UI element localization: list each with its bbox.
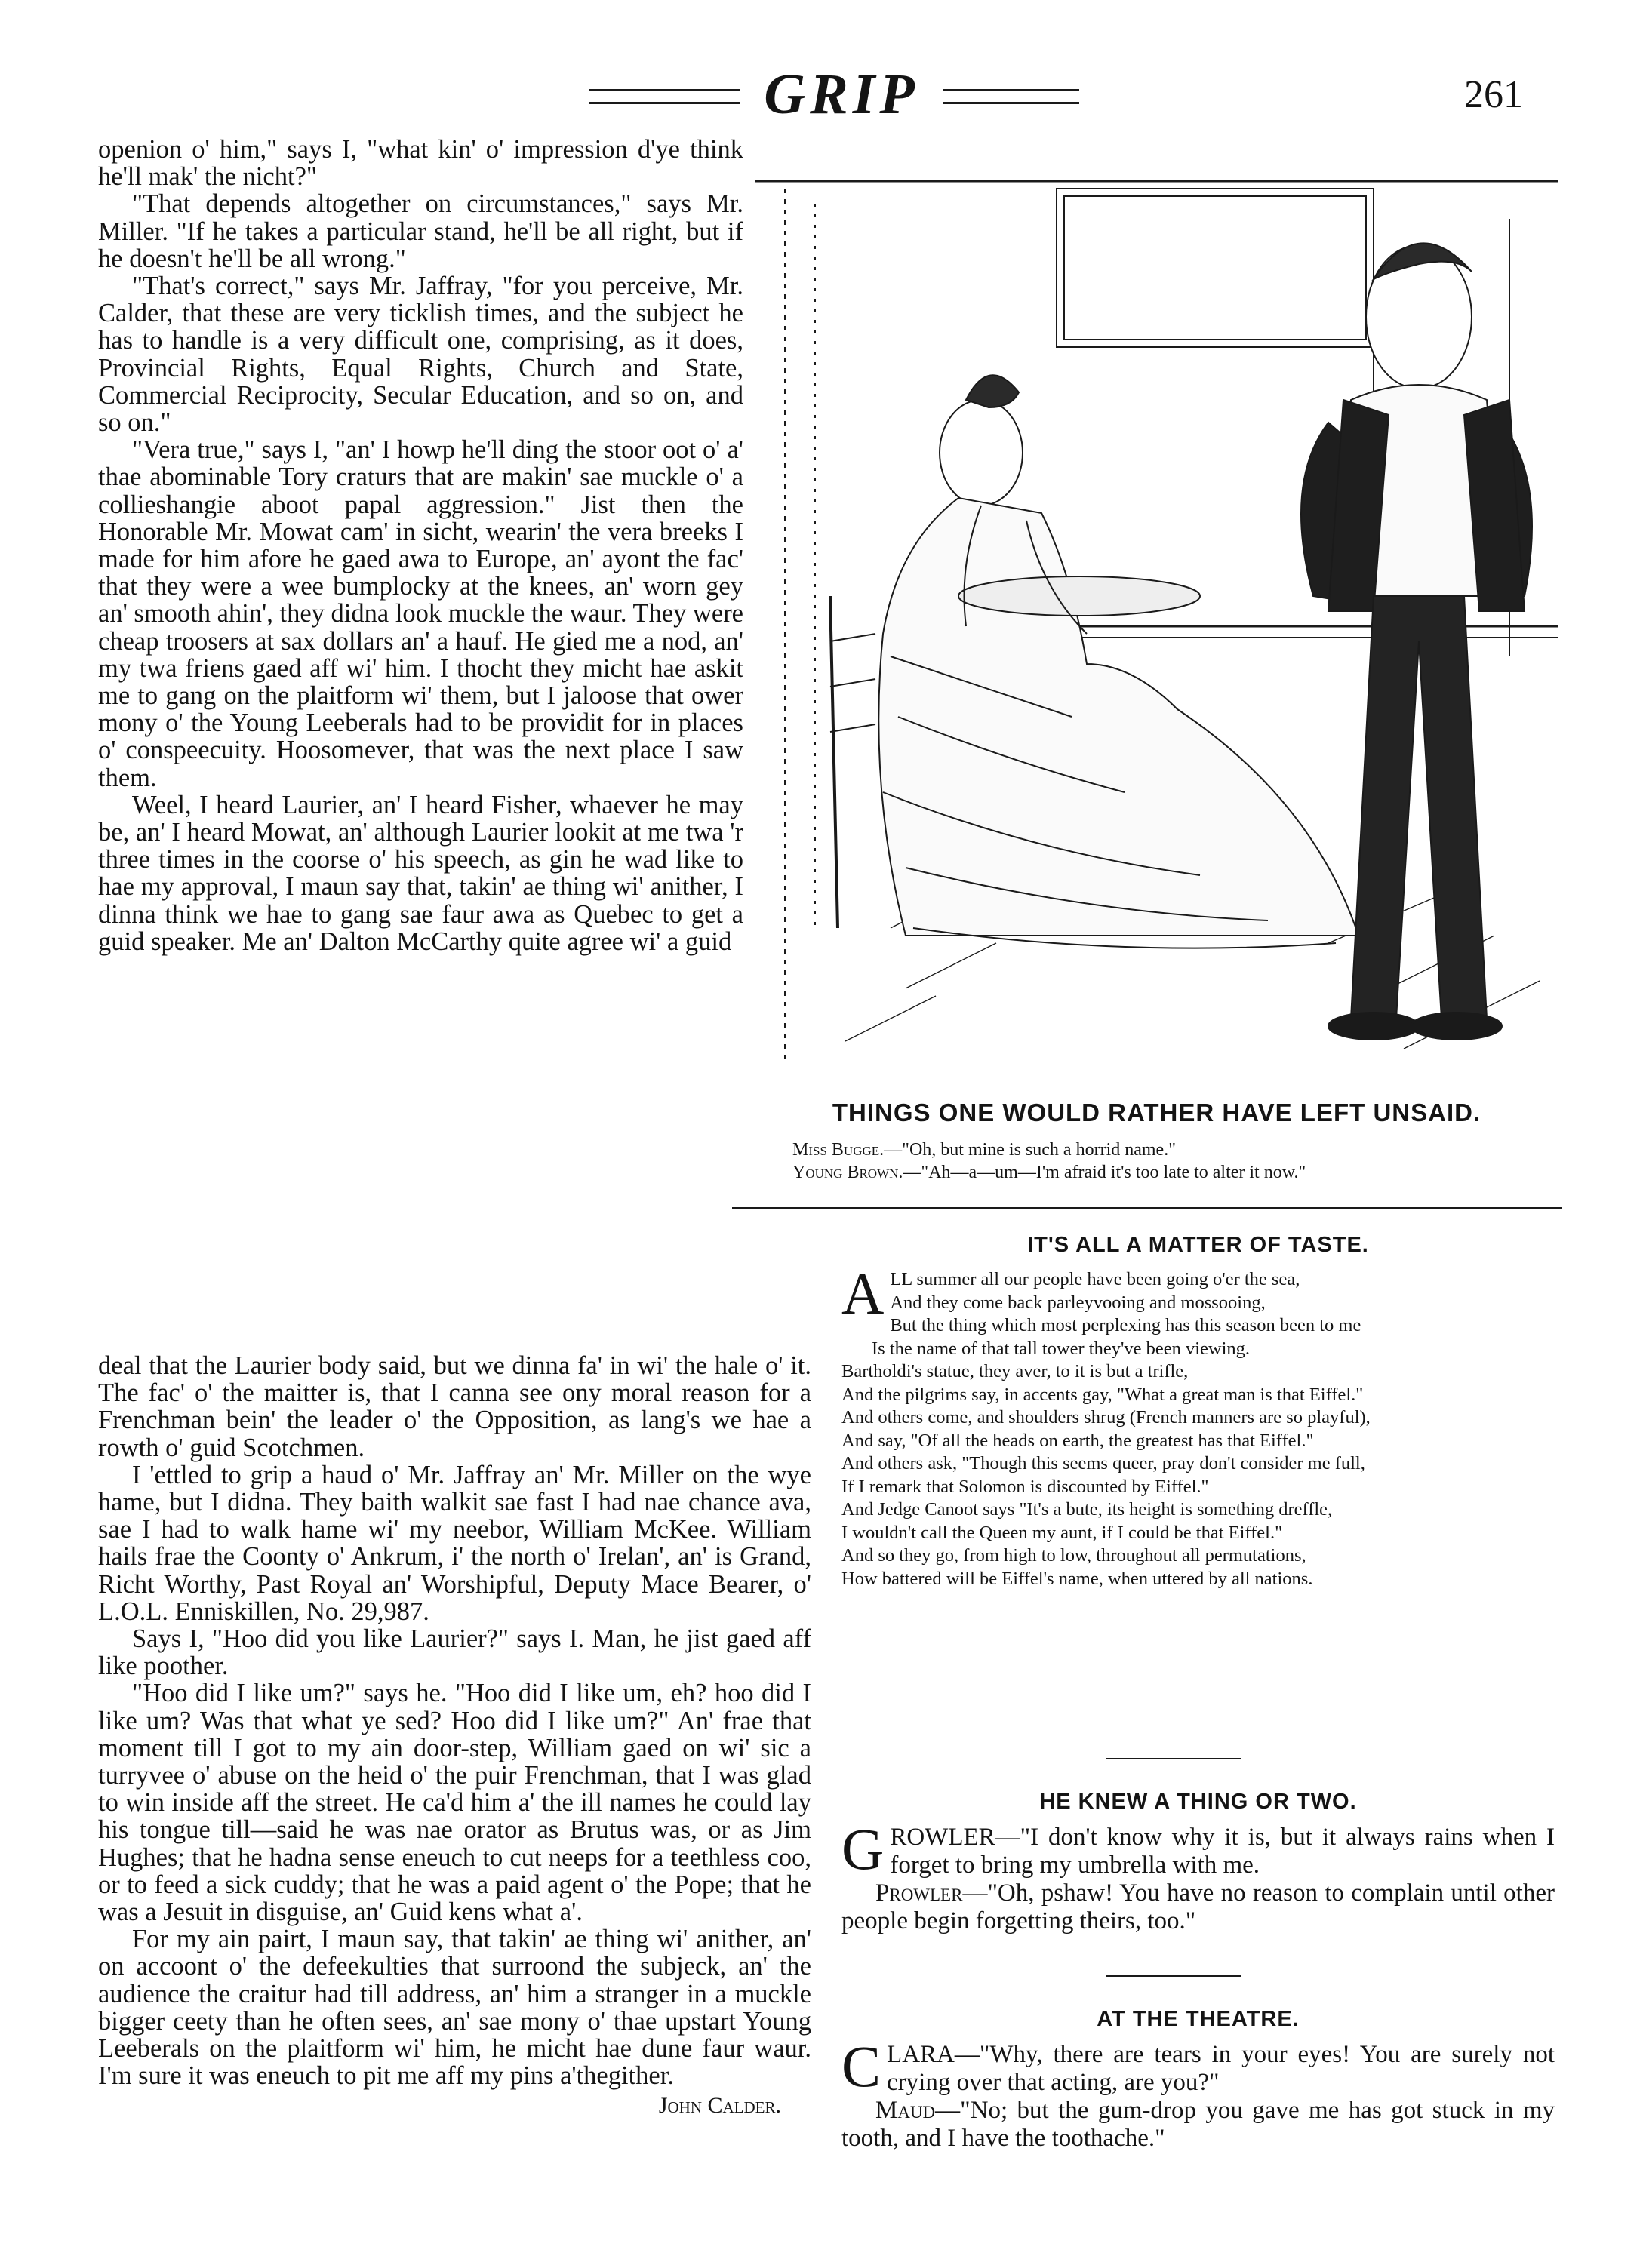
taste-section [841, 1233, 1555, 1590]
theatre-text [841, 2033, 1555, 2153]
cartoon-speaker: Young Brown. [792, 1163, 903, 1182]
knew-dropcap: G [841, 1816, 885, 1882]
knew-section [841, 1790, 1555, 1935]
caption-divider [732, 1207, 1562, 1209]
taste-title: IT'S ALL A MATTER OF TASTE. [1027, 1233, 1369, 1257]
story-paragraph: "That depends altogether on circumstances," says Mr. Miller. "If he takes a particular stand, he'll be all right, but if he doesn't he'll be all wrong." [98, 189, 743, 273]
poem-line: And they come back parleyvooing and mossooing, [890, 1292, 1266, 1313]
story-paragraph: Weel, I heard Laurier, an' I heard Fisher, whaever he may be, an' I heard Mowat, an' although Laurier lookit at me twa 'r three times in the coorse o' his speech, as gin he wad like to hae my approval, I maun say that, takin' ae thing wi' anither, I dinna think we hae to gang sae faur awa as Quebec to get a guid speaker. Me an' Dalton McCarthy quite agree wi' a guid [98, 790, 743, 956]
knew-paragraph [841, 1879, 1555, 1935]
poem-line: Bartholdi's statue, they aver, to it is but a trifle, [841, 1361, 1189, 1381]
story-signature: John Calder. [658, 2093, 781, 2119]
section-divider [1106, 1758, 1241, 1759]
story-column [98, 135, 811, 2119]
cartoon-dialogue: —"Oh, but mine is such a horrid name." [884, 1140, 1176, 1160]
story-paragraph: deal that the Laurier body said, but we dinna fa' in wi' the hale o' it. The fac' o' the maitter is, that I canna see ony moral reason for a Frenchman bein' the leader o' the Opposition, as lang's we hae a rowth o' guid Scotchmen. [98, 1351, 811, 1462]
theatre-speaker: Maud [875, 2097, 936, 2124]
taste-dropcap: A [841, 1261, 885, 1326]
section-divider [1106, 1975, 1241, 1977]
story-wide-section [98, 1352, 811, 2120]
masthead-rule-left [589, 89, 740, 104]
poem-line: If I remark that Solomon is discounted by Eiffel." [841, 1476, 1209, 1497]
poem-line: I wouldn't call the Queen my aunt, if I could be that Eiffel." [841, 1522, 1283, 1543]
story-paragraph: "Hoo did I like um?" says he. "Hoo did I like um, eh? hoo did I like um? Was that what ye sed? Hoo did I like um?" An' frae that moment till I got to my ain door-step, William gaed on wi' sic a turryvee o' abuse on the heid o' the puir Frenchman, that I was glad to win inside aff the street. He ca'd him a' the ill names he could lay his tongue till—said he was nae orator as Brutus was, or as Jim Hughes; that he hadna sense eneuch to cut neeps for a teethless coo, or to feed a sick cuddy; that he was a paid agent o' the Pope; that he was a Jesuit in disguise, an' Guid kens what a'. [98, 1679, 811, 1927]
theatre-dialogue: —"No; but the gum-drop you gave me has got stuck in my tooth, and I have the toothache." [841, 2097, 1555, 2152]
knew-speaker: Prowler [875, 1879, 963, 1907]
story-paragraph: For my ain pairt, I maun say, that takin' ae thing wi' anither, an' on accoont o' the defeekulties that surroond the subjeck, an' the audience the craitur had till address, an' him a stranger in a muckle bigger ceety than he often sees, an' sae mony o' thae upstart Young Leeberals on the plaitform wi' him, he micht hae dune faur waur. I'm sure it was eneuch to pit me aff my pins a'thegither. [98, 1925, 811, 2091]
cartoon-caption-line [792, 1139, 1562, 1160]
cartoon-title: THINGS ONE WOULD RATHER HAVE LEFT UNSAID. [832, 1099, 1481, 1126]
poem-line: Is the name of that tall tower they've been viewing. [872, 1338, 1251, 1359]
cartoon-speaker: Miss Bugge. [792, 1140, 885, 1160]
theatre-section [841, 2007, 1555, 2153]
theatre-paragraph [841, 2097, 1555, 2153]
story-paragraph: "That's correct," says Mr. Jaffray, "for you perceive, Mr. Calder, that these are very ticklish times, and the subject he has to handle is a very difficult one, comprising, as it does, Provincial Rights, Equal Rights, Church and State, Commercial Reciprocity, Secular Education, and so on, and so on." [98, 272, 743, 438]
cartoon-illustration [755, 174, 1558, 1094]
theatre-title: AT THE THEATRE. [1097, 2007, 1300, 2031]
theatre-paragraph: LARA—"Why, there are tears in your eyes! You are surely not crying over that acting, are you?" [887, 2041, 1555, 2096]
story-paragraph: openion o' him," says I, "what kin' o' impression d'ye think he'll mak' the nicht?" [98, 135, 743, 192]
taste-poem [841, 1261, 1555, 1590]
poem-line: But the thing which most perplexing has this season been to me [890, 1315, 1361, 1335]
masthead [0, 59, 1643, 127]
theatre-dropcap: C [841, 2033, 881, 2099]
story-paragraph: I 'ettled to grip a haud o' Mr. Jaffray an' Mr. Miller on the wye hame, but I didna. They baith walkit sae fast I had nae chance ava, sae I had to walk hame wi' my neebor, William McKee. William hails frae the Coonty o' Ankrum, i' the north o' Irelan', an' is Grand, Richt Worthy, Past Royal an' Worshipful, Deputy Mace Bearer, o' L.O.L. Enniskillen, No. 29,987. [98, 1460, 811, 1626]
masthead-title: GRIP [764, 63, 919, 126]
masthead-rule-right [943, 89, 1079, 104]
story-paragraph: "Vera true," says I, "an' I howp he'll ding the stoor oot o' a' thae abominable Tory craturs that are makin' sae muckle o' a collieshangie aboot papal aggression." Jist then the Honorable Mr. Mowat cam' in sicht, wearin' the vera breeks I made for him afore he gaed awa to Europe, an' ayont the fac' that they were a wee bumplocky at the knees, an' worn gey an' smooth ahin', they didna look muckle the waur. They were cheap troosers at sax dollars an' a hauf. He gied me a nod, an' my twa friens gaed aff wi' him. I thocht they micht hae askit me to gang on the plaitform wi' them, but I jaloose that ower mony o' the Young Leeberals had to be providit for in places o' conspeecuity. Hoosomever, that was the next place I saw them. [98, 435, 743, 792]
poem-line: How battered will be Eiffel's name, when uttered by all nations. [841, 1568, 1313, 1589]
knew-text [841, 1816, 1555, 1935]
poem-line: And Jedge Canoot says "It's a bute, its height is something dreffle, [841, 1499, 1333, 1520]
poem-line: And say, "Of all the heads on earth, the greatest has that Eiffel." [841, 1430, 1314, 1451]
page-number: 261 [1464, 73, 1523, 116]
poem-line: And so they go, from high to low, throughout all permutations, [841, 1545, 1306, 1566]
knew-paragraph: ROWLER—"I don't know why it is, but it always rains when I forget to bring my umbrella with me. [890, 1824, 1555, 1879]
knew-dialogue: —"Oh, pshaw! You have no reason to complain until other people begin forgetting theirs, too." [841, 1879, 1555, 1935]
poem-line: And others ask, "Though this seems queer, pray don't consider me full, [841, 1453, 1365, 1474]
poem-line: And the pilgrims say, in accents gay, "What a great man is that Eiffel." [841, 1384, 1364, 1405]
knew-title: HE KNEW A THING OR TWO. [1039, 1790, 1357, 1814]
poem-line: LL summer all our people have been going o'er the sea, [890, 1269, 1300, 1289]
cartoon-caption-line [792, 1162, 1562, 1183]
story-paragraph: Says I, "Hoo did you like Laurier?" says I. Man, he jist gaed aff like poother. [98, 1624, 811, 1681]
poem-line: And others come, and shoulders shrug (French manners are so playful), [841, 1407, 1371, 1427]
cartoon-dialogue: —"Ah—a—um—I'm afraid it's too late to alter it now." [903, 1163, 1306, 1182]
